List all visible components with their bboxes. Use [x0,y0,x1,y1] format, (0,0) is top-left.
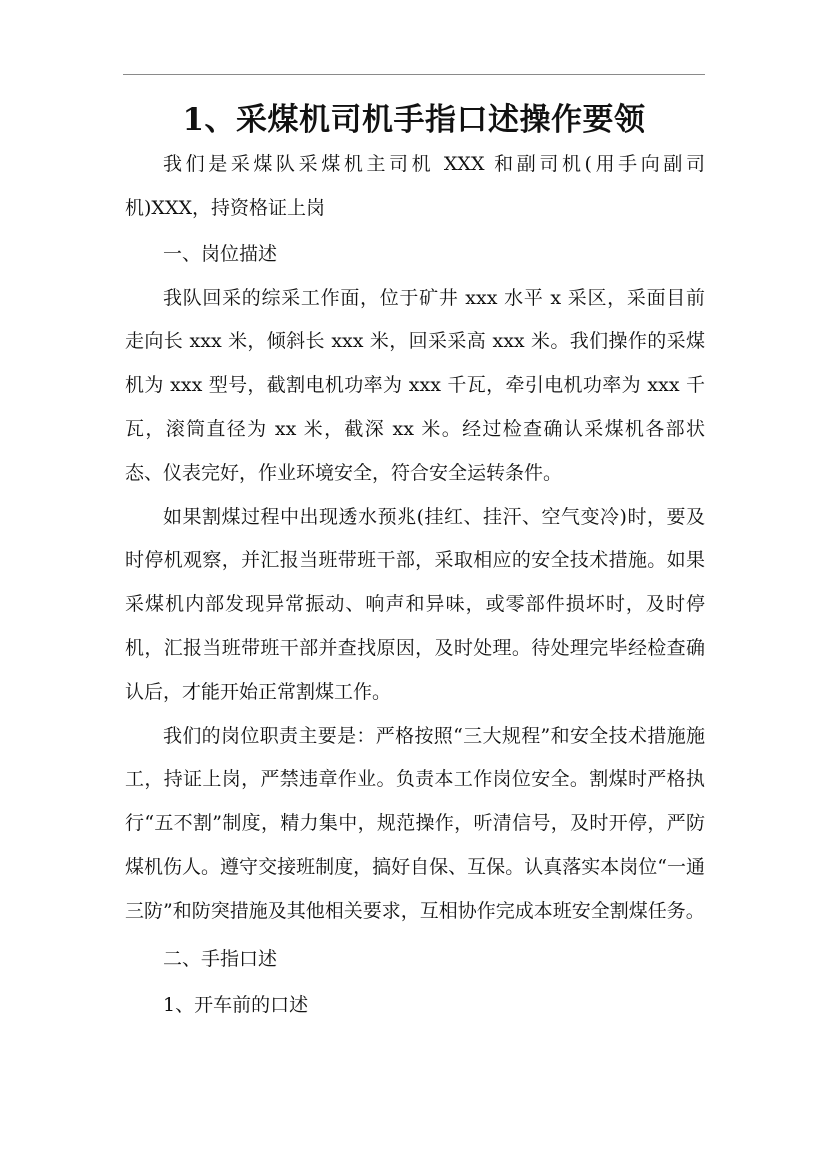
paragraph-job-responsibilities: 我们的岗位职责主要是：严格按照“三大规程”和安全技术措施施工，持证上岗，严禁违章作业。负责本工作岗位安全。割煤时严格执行“五不割”制度，精力集中，规范操作，听清信号，及时开停，严防煤机伤人。遵守交接班制度，搞好自保、互保。认真落实本岗位“一通三防”和防突措施及其他相关要求，互相协作完成本班安全割煤任务。 [125,724,705,922]
intro-paragraph: 我们是采煤队采煤机主司机 XXX 和副司机(用手向副司机)XXX，持资格证上岗 [125,153,705,219]
section-heading-finger-oral: 二、手指口述 [163,947,278,970]
header-rule [123,74,705,75]
paragraph-workface-description: 我队回采的综采工作面，位于矿井 xxx 水平 x 采区，采面目前走向长 xxx 米，倾斜长 xxx 米，回采采高 xxx 米。我们操作的采煤机为 xxx 型号，截割电机功率为 xxx 千瓦，牵引电机功率为 xxx 千瓦，滚筒直径为 xx 米，截深 xx 米。经过检查确认采煤机各部状态、仪表完好，作业环境安全，符合安全运转条件。 [125,286,705,484]
section-heading-job-description: 一、岗位描述 [163,242,278,265]
document-body [125,143,705,1028]
document-title: 1、采煤机司机手指口述操作要领 [182,102,646,138]
paragraph-emergency-procedure: 如果割煤过程中出现透水预兆(挂红、挂汗、空气变冷)时，要及时停机观察，并汇报当班带班干部，采取相应的安全技术措施。如果采煤机内部发现异常振动、响声和异味，或零部件损坏时，及时停机，汇报当班带班干部并查找原因，及时处理。待处理完毕经检查确认后，才能开始正常割煤工作。 [125,505,705,703]
subsection-heading-pre-start: 1、开车前的口述 [163,993,309,1016]
